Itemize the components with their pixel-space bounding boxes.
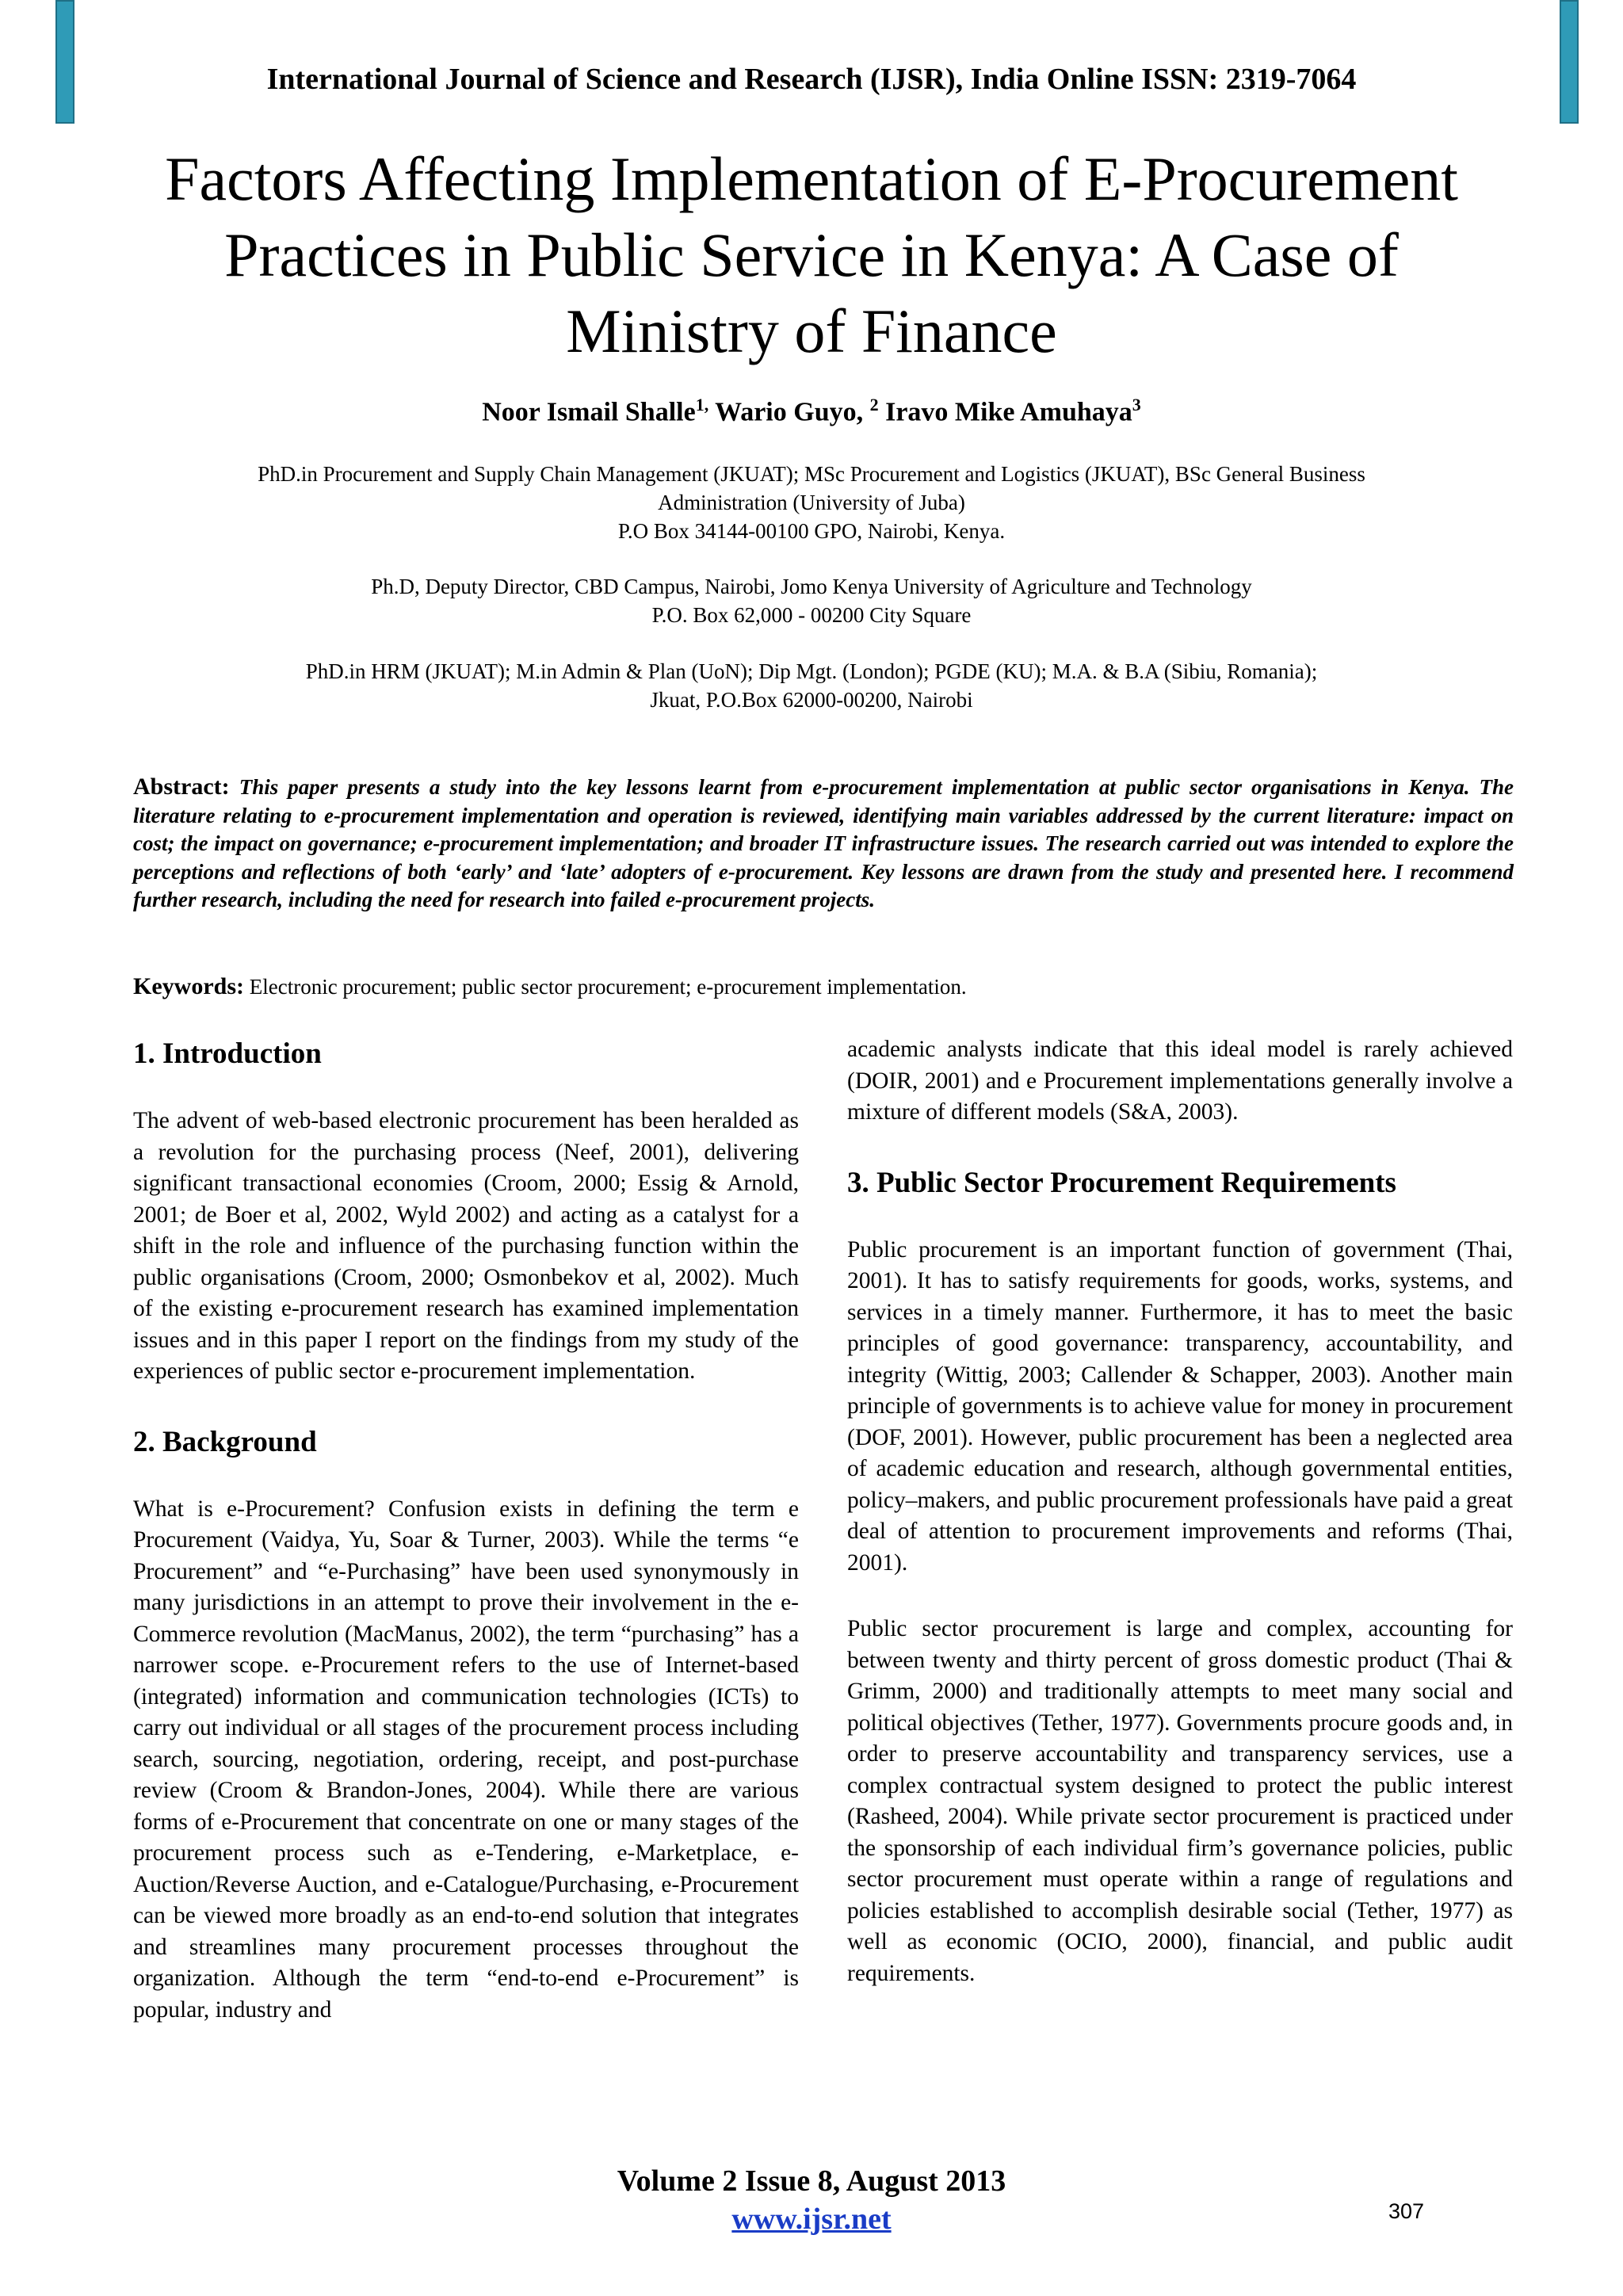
- abstract: [133, 773, 1514, 915]
- affiliation-line: PhD.in HRM (JKUAT); M.in Admin & Plan (UoN); Dip Mgt. (London); PGDE (KU); M.A. & B.A (Sibiu, Romania);: [305, 659, 1318, 683]
- public-sector-paragraph: Public procurement is an important function of government (Thai, 2001). It has to satisfy requirements for goods, works, systems, and services in a timely manner. Furthermore, it has to meet the basic principles of good governance: transparency, accountability, and integrity (Wittig, 2003; Callender & Schapper, 2003). Another main principle of governments is to achieve value for money in procurement (DOF, 2001). However, public procurement has been a neglected area of academic education and research, although governmental entities, policy–makers, and public procurement professionals have paid a great deal of attention to procurement improvements and reforms (Thai, 2001).: [847, 1236, 1513, 1576]
- affiliation-line: P.O Box 34144-00100 GPO, Nairobi, Kenya.: [617, 519, 1006, 543]
- affiliation-line: Jkuat, P.O.Box 62000-00200, Nairobi: [650, 688, 973, 712]
- title-line: Ministry of Finance: [566, 296, 1057, 365]
- author-marker: 2: [869, 395, 879, 415]
- author-list: [0, 395, 1623, 427]
- author-marker: 3: [1132, 395, 1141, 415]
- affiliation-line: PhD.in Procurement and Supply Chain Management (JKUAT); MSc Procurement and Logistics (JKUAT), BSc General Business: [258, 462, 1365, 486]
- author-name: Iravo Mike Amuhaya: [878, 397, 1132, 427]
- right-column: [847, 1034, 1513, 1989]
- introduction-paragraph: The advent of web-based electronic procurement has been heralded as a revolution for the purchasing process (Neef, 2001), delivering significant transactional economies (Croom, 2000; Essig & Arnold, 2001; de Boer et al, 2002, Wyld 2002) and acting as a catalyst for a shift in the role and influence of the purchasing function within the public organisations (Croom, 2000; Osmonbekov et al, 2002). Much of the existing e-procurement research has examined implementation issues and in this paper I report on the findings from my study of the experiences of public sector e-procurement implementation.: [133, 1108, 799, 1384]
- author-name: Wario Guyo,: [708, 397, 870, 427]
- public-sector-paragraph: Public sector procurement is large and complex, accounting for between twenty and thirty percent of gross domestic product (Thai & Grimm, 2000) and traditionally attempts to meet many social and political objectives (Tether, 1977). Governments procure goods and, in order to preserve accountability and transparency services, use a complex contractual system designed to protect the public interest (Rasheed, 2004). While private sector procurement is practiced under the sponsorship of each individual firm’s governance policies, public sector procurement must operate within a range of regulations and policies established to accomplish desirable social (Tether, 1977) as well as economic (OCIO, 2000), financial, and public audit requirements.: [847, 1616, 1513, 1986]
- section-heading-background: 2. Background: [133, 1425, 317, 1458]
- section-heading-public-sector: 3. Public Sector Procurement Requirements: [847, 1166, 1396, 1199]
- affiliation-3: [158, 657, 1465, 714]
- affiliation-2: [158, 572, 1465, 629]
- journal-link[interactable]: www.ijsr.net: [731, 2202, 892, 2236]
- issue-info: Volume 2 Issue 8, August 2013: [617, 2164, 1006, 2198]
- affiliation-1: [158, 460, 1465, 545]
- affiliation-line: P.O. Box 62,000 - 00200 City Square: [651, 603, 972, 627]
- affiliation-line: Ph.D, Deputy Director, CBD Campus, Nairobi, Jomo Kenya University of Agriculture and Technology: [371, 575, 1252, 598]
- abstract-text: This paper presents a study into the key lessons learnt from e-procurement implementation at public sector organisations in Kenya. The literature relating to e-procurement implementation and operation is reviewed, identifying main variables addressed by the current literature: impact on cost; the impact on governance; e-procurement implementation; and broader IT infrastructure issues. The research carried out was intended to explore the perceptions and reflections of both ‘early’ and ‘late’ adopters of e-procurement. Key lessons are drawn from the study and presented here. I recommend further research, including the need for research into failed e-procurement projects.: [133, 775, 1514, 911]
- section-heading-introduction: 1. Introduction: [133, 1037, 322, 1070]
- title-line: Practices in Public Service in Kenya: A Case of: [224, 220, 1399, 289]
- keywords: [133, 973, 1514, 1000]
- journal-header: International Journal of Science and Research (IJSR), India Online ISSN: 2319-7064: [266, 63, 1357, 96]
- author-name: Noor Ismail Shalle: [482, 397, 696, 427]
- left-column: [133, 1034, 799, 2026]
- background-paragraph: What is e-Procurement? Confusion exists in defining the term e Procurement (Vaidya, Yu, Soar & Turner, 2003). While the terms “e Procurement” and “e-Purchasing” have been used synonymously in many jurisdictions in an attempt to prove their involvement in the e-Commerce revolution (MacManus, 2002), the term “purchasing” has a narrower scope. e-Procurement refers to the use of Internet-based (integrated) information and communication technologies (ICTs) to carry out individual or all stages of the procurement process including search, sourcing, negotiation, ordering, receipt, and post-purchase review (Croom & Brandon-Jones, 2004). While there are various forms of e-Procurement that concentrate on one or many stages of the procurement process such as e-Tendering, e-Marketplace, e-Auction/Reverse Auction, and e-Catalogue/Purchasing, e-Procurement can be viewed more broadly as an end-to-end solution that integrates and streamlines many procurement processes throughout the organization. Although the term “end-to-end e-Procurement” is popular, industry and: [133, 1496, 799, 2023]
- paper-title: [95, 141, 1528, 369]
- abstract-label: Abstract:: [133, 774, 230, 800]
- author-marker: 1,: [695, 395, 709, 415]
- title-line: Factors Affecting Implementation of E-Procurement: [165, 144, 1458, 213]
- background-paragraph-continued: academic analysts indicate that this ideal model is rarely achieved (DOIR, 2001) and e Procurement implementations generally involve a mixture of different models (S&A, 2003).: [847, 1037, 1513, 1125]
- page-number: 307: [1388, 2199, 1425, 2223]
- keywords-text: Electronic procurement; public sector procurement; e-procurement implementation.: [249, 975, 967, 999]
- affiliation-line: Administration (University of Juba): [658, 491, 965, 514]
- keywords-label: Keywords:: [133, 973, 244, 999]
- footer: [0, 2162, 1623, 2238]
